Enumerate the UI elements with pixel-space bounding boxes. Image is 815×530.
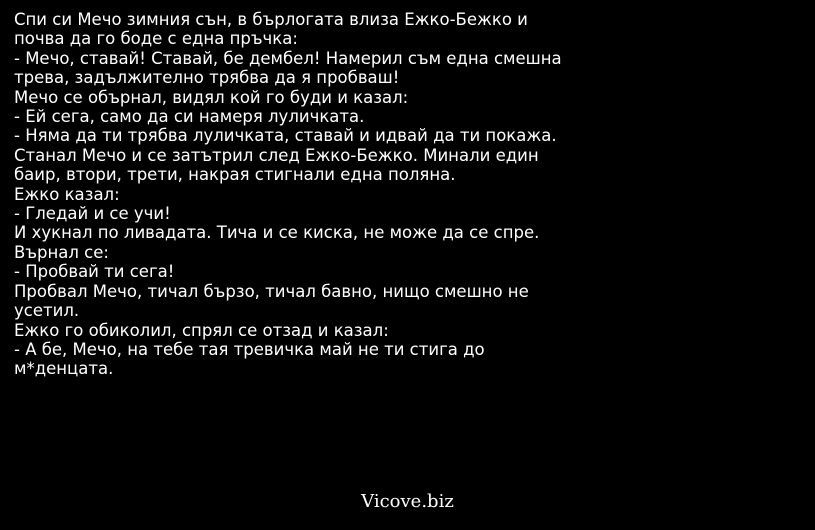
joke-line: Ежко го обиколил, спрял се отзад и казал: [14, 320, 389, 340]
joke-line: баир, втори, трети, накрая стигнали една поляна. [14, 165, 456, 185]
joke-line: - Мечо, ставай! Ставай, бе дембел! Намерил съм една смешна [14, 48, 562, 68]
joke-line: - Няма да ти трябва луличката, ставай и идвай да ти покажа. [14, 126, 557, 146]
joke-line: усетил. [14, 301, 80, 321]
joke-text [14, 10, 804, 379]
joke-line: м*денцата. [14, 359, 114, 379]
joke-line: Спи си Мечо зимния сън, в бърлогата влиза Ежко-Бежко и [14, 10, 528, 29]
joke-line: трева, задължително трябва да я пробваш! [14, 68, 400, 88]
joke-line: - Пробвай ти сега! [14, 262, 175, 282]
joke-line: Ежко казал: [14, 184, 120, 204]
joke-line: - Гледай и се учи! [14, 204, 171, 224]
joke-line: Пробвал Мечо, тичал бързо, тичал бавно, нищо смешно не [14, 281, 529, 301]
joke-line: Върнал се: [14, 242, 109, 262]
joke-line: - А бе, Мечо, на тебе тая тревичка май не ти стига до [14, 339, 485, 359]
site-watermark: Vicove.biz [361, 491, 454, 512]
joke-line: Станал Мечо и се затътрил след Ежко-Бежко. Минали един [14, 145, 539, 165]
joke-line: И хукнал по ливадата. Тича и се киска, не може да се спре. [14, 223, 540, 243]
joke-line: почва да го боде с една пръчка: [14, 29, 298, 49]
joke-line: - Ей сега, само да си намеря луличката. [14, 107, 365, 127]
joke-line: Мечо се обърнал, видял кой го буди и казал: [14, 87, 409, 107]
